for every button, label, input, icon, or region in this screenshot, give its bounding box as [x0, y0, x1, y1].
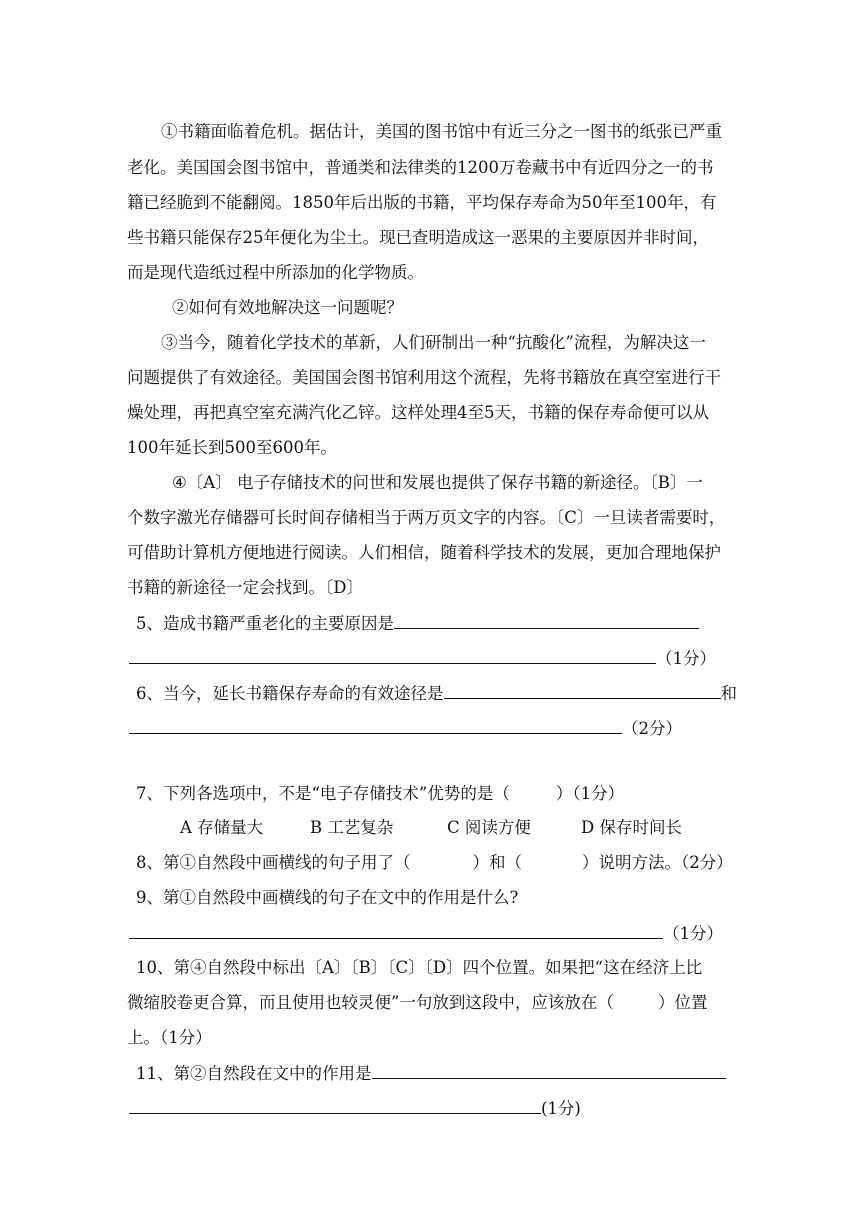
p1-text-2: 老化。美国国会图书馆中，普通类和法律类的1200万卷藏书中有近四分之一的书: [127, 158, 714, 177]
q5-text: 5、造成书籍严重老化的主要原因是: [136, 614, 394, 633]
p3-line-2: [127, 367, 750, 389]
question-11-line-2: [129, 1097, 749, 1120]
q7-option-b[interactable]: B 工艺复杂: [310, 818, 394, 837]
p3-line-4: [127, 437, 750, 459]
p1-line-2: [127, 157, 750, 179]
q6-answer-blank-2[interactable]: [129, 717, 622, 734]
p4-line-1: [172, 472, 752, 494]
q7-option-c[interactable]: C 阅读方便: [447, 818, 531, 837]
p4-text-4: 书籍的新途径一定会找到。〔D〕: [127, 578, 363, 597]
p4-text-2: 个数字激光存储器可长时间存储相当于两万页文字的内容。〔C〕一旦读者需要时，: [127, 508, 726, 527]
question-6: [136, 682, 756, 705]
q10-text-1: 10、第④自然段中标出〔A〕〔B〕〔C〕〔D〕四个位置。如果把“这在经济上比: [136, 958, 703, 977]
question-10-line-3: [127, 1027, 747, 1049]
q7-option-a[interactable]: A 存储量大: [180, 818, 264, 837]
q9-text: 9、第①自然段中画横线的句子在文中的作用是什么?: [136, 888, 519, 907]
question-7: [136, 783, 756, 805]
q6-text: 6、当今，延长书籍保存寿命的有效途径是: [136, 684, 444, 703]
q11-answer-blank-1[interactable]: [372, 1062, 726, 1079]
q11-answer-blank-2[interactable]: [129, 1097, 541, 1114]
question-5-line-2: [129, 647, 749, 670]
p1-text-1: ①书籍面临着危机。据估计，美国的图书馆中有近三分之一图书的纸张已严重: [161, 122, 722, 141]
p2-line: [172, 297, 752, 319]
q5-answer-blank-2[interactable]: [129, 647, 656, 664]
p4-text-1: ④〔A〕 电子存储技术的问世和发展也提供了保存书籍的新途径。〔B〕一: [172, 473, 703, 492]
q9-answer-blank[interactable]: [129, 922, 663, 939]
q10-text-3: 上。（1分）: [127, 1028, 212, 1047]
p3-text-4: 100年延长到500至600年。: [127, 438, 337, 457]
question-5: [136, 612, 756, 635]
p1-text-3: 籍已经脆到不能翻阅。1850年后出版的书籍，平均保存寿命为50年至100年，有: [127, 193, 717, 212]
question-11: [136, 1062, 756, 1085]
p2-text: ②如何有效地解决这一问题呢？: [172, 298, 403, 317]
q8-text-a: 8、第①自然段中画横线的句子用了（: [136, 853, 411, 872]
p3-text-2: 问题提供了有效途径。美国国会图书馆利用这个流程，先将书籍放在真空室进行干: [127, 368, 721, 387]
p3-text-1: ③当今，随着化学技术的革新，人们研制出一种“抗酸化”流程，为解决这一: [161, 333, 706, 352]
p1-line-3: [127, 192, 750, 214]
q5-answer-blank-1[interactable]: [394, 612, 699, 629]
p3-line-1: [161, 332, 750, 354]
p1-line-1: [0, 121, 750, 143]
p4-line-4: [127, 577, 750, 599]
question-8: [136, 852, 756, 874]
q6-and: 和: [720, 684, 737, 703]
q6-answer-blank-1[interactable]: [444, 682, 721, 699]
p1-line-4: [127, 227, 750, 249]
question-9-line-2: [129, 922, 749, 945]
question-9: [136, 887, 756, 909]
p1-text-4: 些书籍只能保存25年便化为尘土。现已查明造成这一恶果的主要原因并非时间，: [127, 228, 709, 247]
q10-text-2b: ）位置: [657, 993, 708, 1012]
q9-score: （1分）: [663, 924, 723, 943]
q11-text: 11、第②自然段在文中的作用是: [136, 1064, 372, 1083]
p1-text-5: 而是现代造纸过程中所添加的化学物质。: [127, 263, 424, 282]
question-10-line-1: [136, 957, 756, 979]
question-10-line-2: [127, 992, 752, 1014]
q11-score: (1分): [541, 1099, 581, 1118]
p4-line-3: [127, 542, 750, 564]
p4-line-2: [127, 507, 750, 529]
q7-option-d[interactable]: D 保存时间长: [581, 818, 682, 837]
q8-text-b: ）和（: [472, 853, 522, 872]
p3-line-3: [127, 402, 750, 424]
q7-text: 7、下列各选项中，不是“电子存储技术”优势的是（: [136, 784, 510, 803]
p1-line-5: [127, 262, 750, 284]
q5-score: （1分）: [656, 649, 716, 668]
q7-score: ）（1分）: [555, 784, 625, 803]
p3-text-3: 燥处理，再把真空室充满汽化乙锌。这样处理4至5天，书籍的保存寿命便可以从: [127, 403, 709, 422]
q8-text-c: ）说明方法。（2分）: [582, 853, 733, 872]
question-6-line-2: [129, 717, 749, 740]
q10-text-2a: 微缩胶卷更合算，而且使用也较灵便”一句放到这段中，应该放在（: [127, 993, 614, 1012]
q6-score: （2分）: [622, 719, 682, 738]
p4-text-3: 可借助计算机方便地进行阅读。人们相信，随着科学技术的发展，更加合理地保护: [127, 543, 721, 562]
